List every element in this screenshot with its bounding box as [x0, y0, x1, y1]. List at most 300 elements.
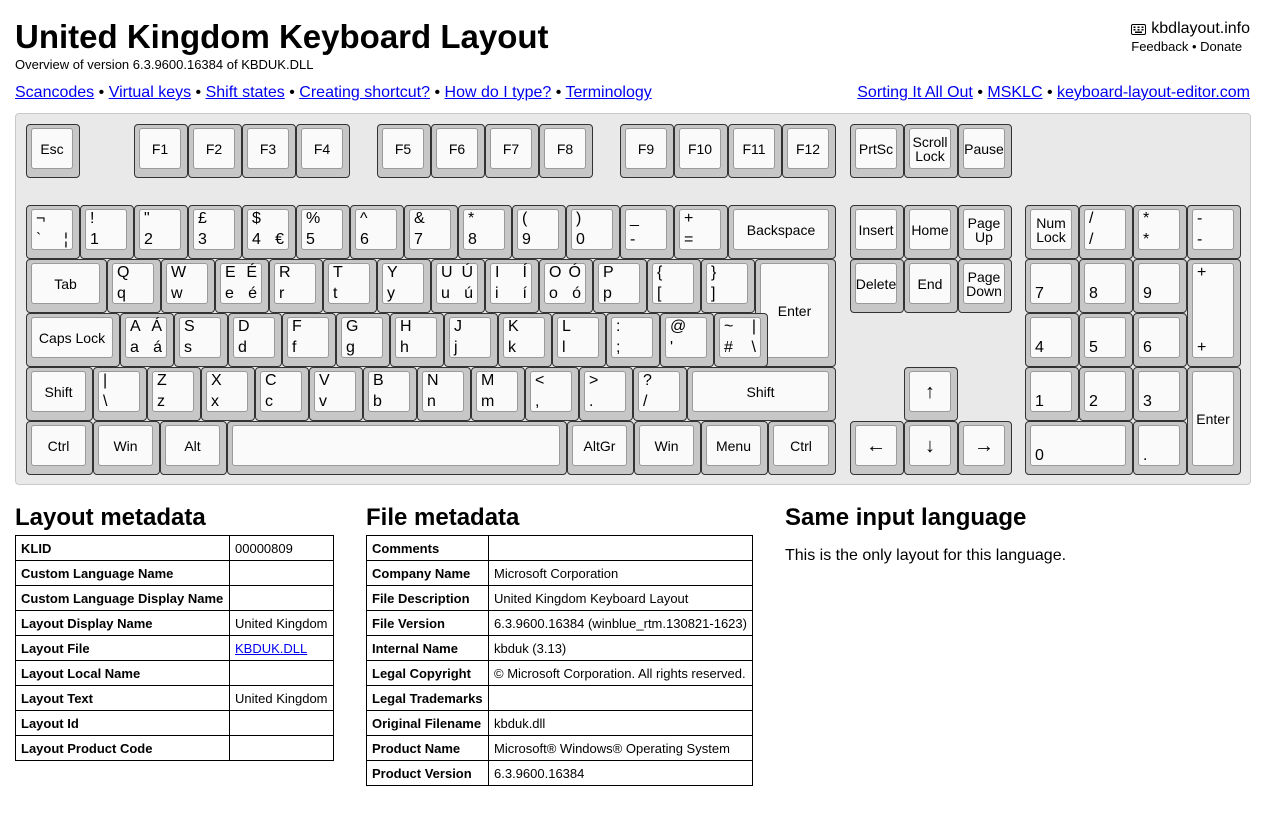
metadata-key: Original Filename: [367, 711, 489, 736]
key-t[interactable]: [323, 259, 377, 313]
key-f10[interactable]: [674, 124, 728, 178]
key-legend: /: [1089, 231, 1094, 248]
key-p[interactable]: [593, 259, 647, 313]
table-row: [367, 536, 753, 561]
key-left-ctrl[interactable]: [26, 421, 93, 475]
key-left-win[interactable]: [93, 421, 160, 475]
key-legend: á: [153, 339, 162, 356]
key-legend: Ó: [568, 264, 581, 281]
key-4-cap: [247, 209, 289, 250]
key-legend: Á: [151, 318, 162, 335]
key-legend: N: [427, 372, 439, 389]
metadata-key: File Description: [367, 586, 489, 611]
key-delete[interactable]: [850, 259, 904, 313]
key-f1-cap: F1: [139, 128, 181, 169]
key-tab[interactable]: [26, 259, 107, 313]
key-legend: m: [481, 393, 495, 410]
key-f10-cap: F10: [679, 128, 721, 169]
key-9[interactable]: [512, 205, 566, 259]
key-legend: e: [225, 285, 234, 302]
key-page-down[interactable]: [958, 259, 1012, 313]
key-num-2[interactable]: [1079, 367, 1133, 421]
key-f6[interactable]: [431, 124, 485, 178]
key-num-decimal[interactable]: [1133, 421, 1187, 475]
key-legend: s: [184, 339, 192, 356]
key-legend: C: [265, 372, 277, 389]
key-num-1[interactable]: [1025, 367, 1079, 421]
brand-name[interactable]: kbdlayout.info: [1151, 20, 1250, 37]
key-right-win[interactable]: [634, 421, 701, 475]
key-scroll-lock[interactable]: [904, 124, 958, 178]
key-a-cap: [125, 317, 167, 358]
nav-link-how-do-i-type[interactable]: How do I type?: [444, 84, 552, 101]
key-legend: 5: [306, 231, 315, 248]
key-legend: -: [1197, 210, 1203, 227]
key-legend: ^: [360, 210, 368, 227]
key-tab-cap: Tab: [31, 263, 100, 304]
key-legend: K: [508, 318, 519, 335]
key-legend: R: [279, 264, 291, 281]
key-arrow-up-cap: ↑: [909, 371, 951, 412]
key-right-shift[interactable]: [687, 367, 836, 421]
key-f-cap: [287, 317, 329, 358]
key-legend: 9: [522, 231, 531, 248]
key-arrow-down-cap: ↓: [909, 425, 951, 466]
layout-metadata-heading: Layout metadata: [15, 504, 206, 531]
key-backslash[interactable]: [93, 367, 147, 421]
key-legend: V: [319, 372, 330, 389]
key-arrow-up[interactable]: [904, 367, 958, 421]
key-q[interactable]: [107, 259, 161, 313]
key-m[interactable]: [471, 367, 525, 421]
key-i[interactable]: [485, 259, 539, 313]
key-k-cap: [503, 317, 545, 358]
key-esc[interactable]: [26, 124, 80, 178]
key-num-multiply-cap: [1138, 209, 1180, 250]
key-b[interactable]: [363, 367, 417, 421]
key-legend: ó: [572, 285, 581, 302]
key-legend: i: [495, 285, 499, 302]
key-legend: c: [265, 393, 273, 410]
key-num-enter[interactable]: [1187, 367, 1241, 475]
key-left-win-cap: Win: [98, 425, 153, 466]
key-p-cap: [598, 263, 640, 304]
table-row: [367, 561, 753, 586]
key-legend: ¬: [36, 210, 46, 227]
page-subtitle: Overview of version 6.3.9600.16384 of KBDUK.DLL: [15, 57, 314, 72]
key-page-down-cap: Page Down: [963, 263, 1005, 304]
key-j-cap: [449, 317, 491, 358]
metadata-key: KLID: [16, 536, 230, 561]
key-legend: X: [211, 372, 222, 389]
key-insert[interactable]: [850, 205, 904, 259]
key-semicolon-cap: [611, 317, 653, 358]
key-legend: Y: [387, 264, 398, 281]
key-x-cap: [206, 371, 248, 412]
key-q-cap: [112, 263, 154, 304]
key-legend: 7: [1035, 285, 1044, 302]
key-legend: <: [535, 372, 545, 389]
metadata-key: Custom Language Display Name: [16, 586, 230, 611]
key-legend: g: [346, 339, 355, 356]
key-num-divide[interactable]: [1079, 205, 1133, 259]
key-3[interactable]: [188, 205, 242, 259]
key-legend: 5: [1089, 339, 1098, 356]
key-f2[interactable]: [188, 124, 242, 178]
key-num-3[interactable]: [1133, 367, 1187, 421]
key-hash[interactable]: [714, 313, 768, 367]
key-n[interactable]: [417, 367, 471, 421]
key-a[interactable]: [120, 313, 174, 367]
metadata-key: Layout File: [16, 636, 230, 661]
key-9-cap: [517, 209, 559, 250]
key-f12[interactable]: [782, 124, 836, 178]
key-legend: ú: [464, 285, 473, 302]
key-l[interactable]: [552, 313, 606, 367]
metadata-value: [230, 736, 334, 761]
key-legend: /: [1089, 210, 1094, 227]
same-language-heading: Same input language: [785, 504, 1027, 531]
key-minus[interactable]: [620, 205, 674, 259]
key-period[interactable]: [579, 367, 633, 421]
key-altgr[interactable]: [567, 421, 634, 475]
separator-dot: •: [98, 84, 105, 101]
key-end[interactable]: [904, 259, 958, 313]
key-num-4[interactable]: [1025, 313, 1079, 367]
key-legend: $: [252, 210, 261, 227]
metadata-value: 00000809: [230, 536, 334, 561]
nav-link-scancodes[interactable]: Scancodes: [15, 84, 95, 101]
separator-dot: •: [434, 84, 441, 101]
key-legend: H: [400, 318, 412, 335]
feedback-link[interactable]: Feedback: [1131, 39, 1189, 54]
key-y[interactable]: [377, 259, 431, 313]
key-6-cap: [355, 209, 397, 250]
key-legend: í: [522, 285, 527, 302]
key-r[interactable]: [269, 259, 323, 313]
key-d[interactable]: [228, 313, 282, 367]
key-2[interactable]: [134, 205, 188, 259]
metadata-value: kbduk (3.13): [489, 636, 753, 661]
key-f3-cap: F3: [247, 128, 289, 169]
key-legend: #: [724, 339, 733, 356]
key-f9[interactable]: [620, 124, 674, 178]
key-legend: _: [630, 210, 639, 227]
key-legend: F: [292, 318, 302, 335]
key-lbracket-cap: [652, 263, 694, 304]
separator-dot: •: [289, 84, 295, 101]
key-legend: |: [751, 318, 756, 335]
metadata-value: [489, 536, 753, 561]
key-legend: (: [522, 210, 528, 227]
metadata-key: Layout Product Code: [16, 736, 230, 761]
key-legend: \: [751, 339, 756, 356]
metadata-key: Product Name: [367, 736, 489, 761]
key-legend: 7: [414, 231, 423, 248]
key-y-cap: [382, 263, 424, 304]
metadata-value: © Microsoft Corporation. All rights reserved.: [489, 661, 753, 686]
key-num-add[interactable]: [1187, 259, 1241, 367]
key-o[interactable]: [539, 259, 593, 313]
key-delete-cap: Delete: [855, 263, 897, 304]
metadata-value: [230, 661, 334, 686]
key-legend: u: [441, 285, 450, 302]
key-1[interactable]: [80, 205, 134, 259]
key-v[interactable]: [309, 367, 363, 421]
key-num-3-cap: [1138, 371, 1180, 412]
key-legend: \: [103, 393, 108, 410]
key-m-cap: [476, 371, 518, 412]
key-num-9[interactable]: [1133, 259, 1187, 313]
key-legend: h: [400, 339, 409, 356]
key-num-subtract-cap: [1192, 209, 1234, 250]
file-metadata-heading: File metadata: [366, 504, 520, 531]
key-comma[interactable]: [525, 367, 579, 421]
key-8[interactable]: [458, 205, 512, 259]
metadata-value: United Kingdom: [230, 611, 334, 636]
key-legend: :: [616, 318, 621, 335]
key-c[interactable]: [255, 367, 309, 421]
key-4[interactable]: [242, 205, 296, 259]
metadata-value: Microsoft Corporation: [489, 561, 753, 586]
key-num-5[interactable]: [1079, 313, 1133, 367]
separator-dot: •: [1046, 84, 1053, 101]
key-esc-cap: Esc: [31, 128, 73, 169]
key-w[interactable]: [161, 259, 215, 313]
key-caps-lock[interactable]: [26, 313, 120, 367]
key-num-4-cap: [1030, 317, 1072, 358]
key-legend: x: [211, 393, 219, 410]
key-r-cap: [274, 263, 316, 304]
key-legend: k: [508, 339, 516, 356]
key-x[interactable]: [201, 367, 255, 421]
nav-link-creating-shortcut[interactable]: Creating shortcut?: [299, 84, 431, 101]
site-brand: [1131, 20, 1250, 54]
key-legend: 2: [1089, 393, 1098, 410]
key-f8[interactable]: [539, 124, 593, 178]
key-f3[interactable]: [242, 124, 296, 178]
key-menu[interactable]: [701, 421, 768, 475]
key-arrow-left-cap: ←: [855, 425, 897, 466]
key-left-shift[interactable]: [26, 367, 93, 421]
key-f5[interactable]: [377, 124, 431, 178]
key-6[interactable]: [350, 205, 404, 259]
key-num-0[interactable]: [1025, 421, 1133, 475]
layout-file-link[interactable]: KBDUK.DLL: [235, 640, 308, 656]
nav-left: [15, 84, 652, 102]
key-pause[interactable]: [958, 124, 1012, 178]
metadata-key: File Version: [367, 611, 489, 636]
key-legend: !: [90, 210, 95, 227]
key-legend: 3: [1143, 393, 1152, 410]
nav-link-terminology[interactable]: Terminology: [565, 84, 652, 101]
key-h-cap: [395, 317, 437, 358]
key-legend: f: [292, 339, 297, 356]
metadata-key: Product Version: [367, 761, 489, 786]
key-backtick[interactable]: [26, 205, 80, 259]
key-slash[interactable]: [633, 367, 687, 421]
metadata-key: Layout Local Name: [16, 661, 230, 686]
key-h[interactable]: [390, 313, 444, 367]
key-f4[interactable]: [296, 124, 350, 178]
donate-link[interactable]: Donate: [1200, 39, 1243, 54]
key-right-shift-cap: Shift: [692, 371, 829, 412]
key-num-lock[interactable]: [1025, 205, 1079, 259]
table-row: [16, 536, 334, 561]
key-legend: -: [630, 231, 636, 248]
key-num-subtract[interactable]: [1187, 205, 1241, 259]
key-legend: S: [184, 318, 195, 335]
key-legend: 4: [1035, 339, 1044, 356]
key-num-8[interactable]: [1079, 259, 1133, 313]
metadata-value: United Kingdom Keyboard Layout: [489, 586, 753, 611]
key-legend: Í: [522, 264, 527, 281]
key-legend: .: [1143, 447, 1148, 464]
key-backspace-cap: Backspace: [733, 209, 829, 250]
key-lbracket[interactable]: [647, 259, 701, 313]
key-legend: 1: [1035, 393, 1044, 410]
key-alt[interactable]: [160, 421, 227, 475]
key-equals[interactable]: [674, 205, 728, 259]
key-arrow-down[interactable]: [904, 421, 958, 475]
key-num-7[interactable]: [1025, 259, 1079, 313]
table-row: [16, 686, 334, 711]
nav-link-shift-states[interactable]: Shift states: [205, 84, 285, 101]
key-space[interactable]: [227, 421, 567, 475]
key-j[interactable]: [444, 313, 498, 367]
nav-link-msklc[interactable]: MSKLC: [987, 84, 1043, 101]
metadata-value: 6.3.9600.16384: [489, 761, 753, 786]
key-slash-cap: [638, 371, 680, 412]
nav-link-sorting-it-all-out[interactable]: Sorting It All Out: [857, 84, 973, 101]
key-legend: `: [36, 231, 42, 248]
metadata-value: [230, 711, 334, 736]
key-legend: *: [1143, 210, 1150, 227]
key-hash-cap: [719, 317, 761, 358]
key-legend: b: [373, 393, 382, 410]
nav-link-virtual-keys[interactable]: Virtual keys: [108, 84, 192, 101]
key-legend: ;: [616, 339, 621, 356]
key-legend: 1: [90, 231, 99, 248]
key-rbracket[interactable]: [701, 259, 755, 313]
key-f2-cap: F2: [193, 128, 235, 169]
key-legend: E: [225, 264, 236, 281]
key-s[interactable]: [174, 313, 228, 367]
key-u-cap: [436, 263, 478, 304]
metadata-value: United Kingdom: [230, 686, 334, 711]
key-right-ctrl[interactable]: [768, 421, 836, 475]
metadata-key: Comments: [367, 536, 489, 561]
key-legend: L: [562, 318, 571, 335]
nav-link-keyboard-layout-editor[interactable]: keyboard-layout-editor.com: [1057, 84, 1250, 101]
key-f11[interactable]: [728, 124, 782, 178]
key-legend: t: [333, 285, 338, 302]
key-g[interactable]: [336, 313, 390, 367]
key-legend: .: [589, 393, 594, 410]
key-insert-cap: Insert: [855, 209, 897, 250]
key-home-cap: Home: [909, 209, 951, 250]
key-backspace[interactable]: [728, 205, 836, 259]
key-7[interactable]: [404, 205, 458, 259]
key-altgr-cap: AltGr: [572, 425, 627, 466]
metadata-value: [489, 686, 753, 711]
separator-dot: •: [1191, 39, 1197, 54]
key-k[interactable]: [498, 313, 552, 367]
key-u[interactable]: [431, 259, 485, 313]
key-w-cap: [166, 263, 208, 304]
table-row: [16, 611, 334, 636]
table-row: [16, 561, 334, 586]
table-row: [367, 686, 753, 711]
key-legend: ¦: [63, 231, 68, 248]
key-c-cap: [260, 371, 302, 412]
key-num-multiply[interactable]: [1133, 205, 1187, 259]
key-legend: @: [670, 318, 687, 335]
page-title: United Kingdom Keyboard Layout: [15, 18, 549, 55]
table-row: [367, 611, 753, 636]
key-f7[interactable]: [485, 124, 539, 178]
key-f1[interactable]: [134, 124, 188, 178]
key-legend: %: [306, 210, 321, 227]
key-legend: U: [441, 264, 453, 281]
key-5-cap: [301, 209, 343, 250]
keyboard: [15, 113, 1251, 485]
key-legend: é: [248, 285, 257, 302]
key-legend: 8: [1089, 285, 1098, 302]
key-n-cap: [422, 371, 464, 412]
key-f12-cap: F12: [787, 128, 829, 169]
key-pause-cap: Pause: [963, 128, 1005, 169]
key-legend: G: [346, 318, 359, 335]
key-right-win-cap: Win: [639, 425, 694, 466]
key-page-up[interactable]: [958, 205, 1012, 259]
key-legend: T: [333, 264, 343, 281]
key-t-cap: [328, 263, 370, 304]
key-z[interactable]: [147, 367, 201, 421]
key-arrow-right[interactable]: [958, 421, 1012, 475]
key-0[interactable]: [566, 205, 620, 259]
table-row: [16, 661, 334, 686]
key-arrow-left[interactable]: [850, 421, 904, 475]
key-legend: J: [454, 318, 462, 335]
key-prtsc[interactable]: [850, 124, 904, 178]
key-legend: r: [279, 285, 285, 302]
metadata-key: Legal Copyright: [367, 661, 489, 686]
key-f9-cap: F9: [625, 128, 667, 169]
key-legend: y: [387, 285, 395, 302]
key-f11-cap: F11: [733, 128, 775, 169]
metadata-key: Layout Text: [16, 686, 230, 711]
key-e[interactable]: [215, 259, 269, 313]
key-home[interactable]: [904, 205, 958, 259]
key-5[interactable]: [296, 205, 350, 259]
key-alt-cap: Alt: [165, 425, 220, 466]
key-v-cap: [314, 371, 356, 412]
key-menu-cap: Menu: [706, 425, 761, 466]
key-legend: &: [414, 210, 425, 227]
key-legend: +: [1197, 264, 1207, 281]
table-row: [16, 636, 334, 661]
metadata-key: Layout Id: [16, 711, 230, 736]
key-left-ctrl-cap: Ctrl: [31, 425, 86, 466]
key-num-6[interactable]: [1133, 313, 1187, 367]
key-num-lock-cap: Num Lock: [1030, 209, 1072, 250]
key-f[interactable]: [282, 313, 336, 367]
key-semicolon[interactable]: [606, 313, 660, 367]
key-legend: +: [684, 210, 694, 227]
key-legend: /: [643, 393, 648, 410]
key-quote[interactable]: [660, 313, 714, 367]
